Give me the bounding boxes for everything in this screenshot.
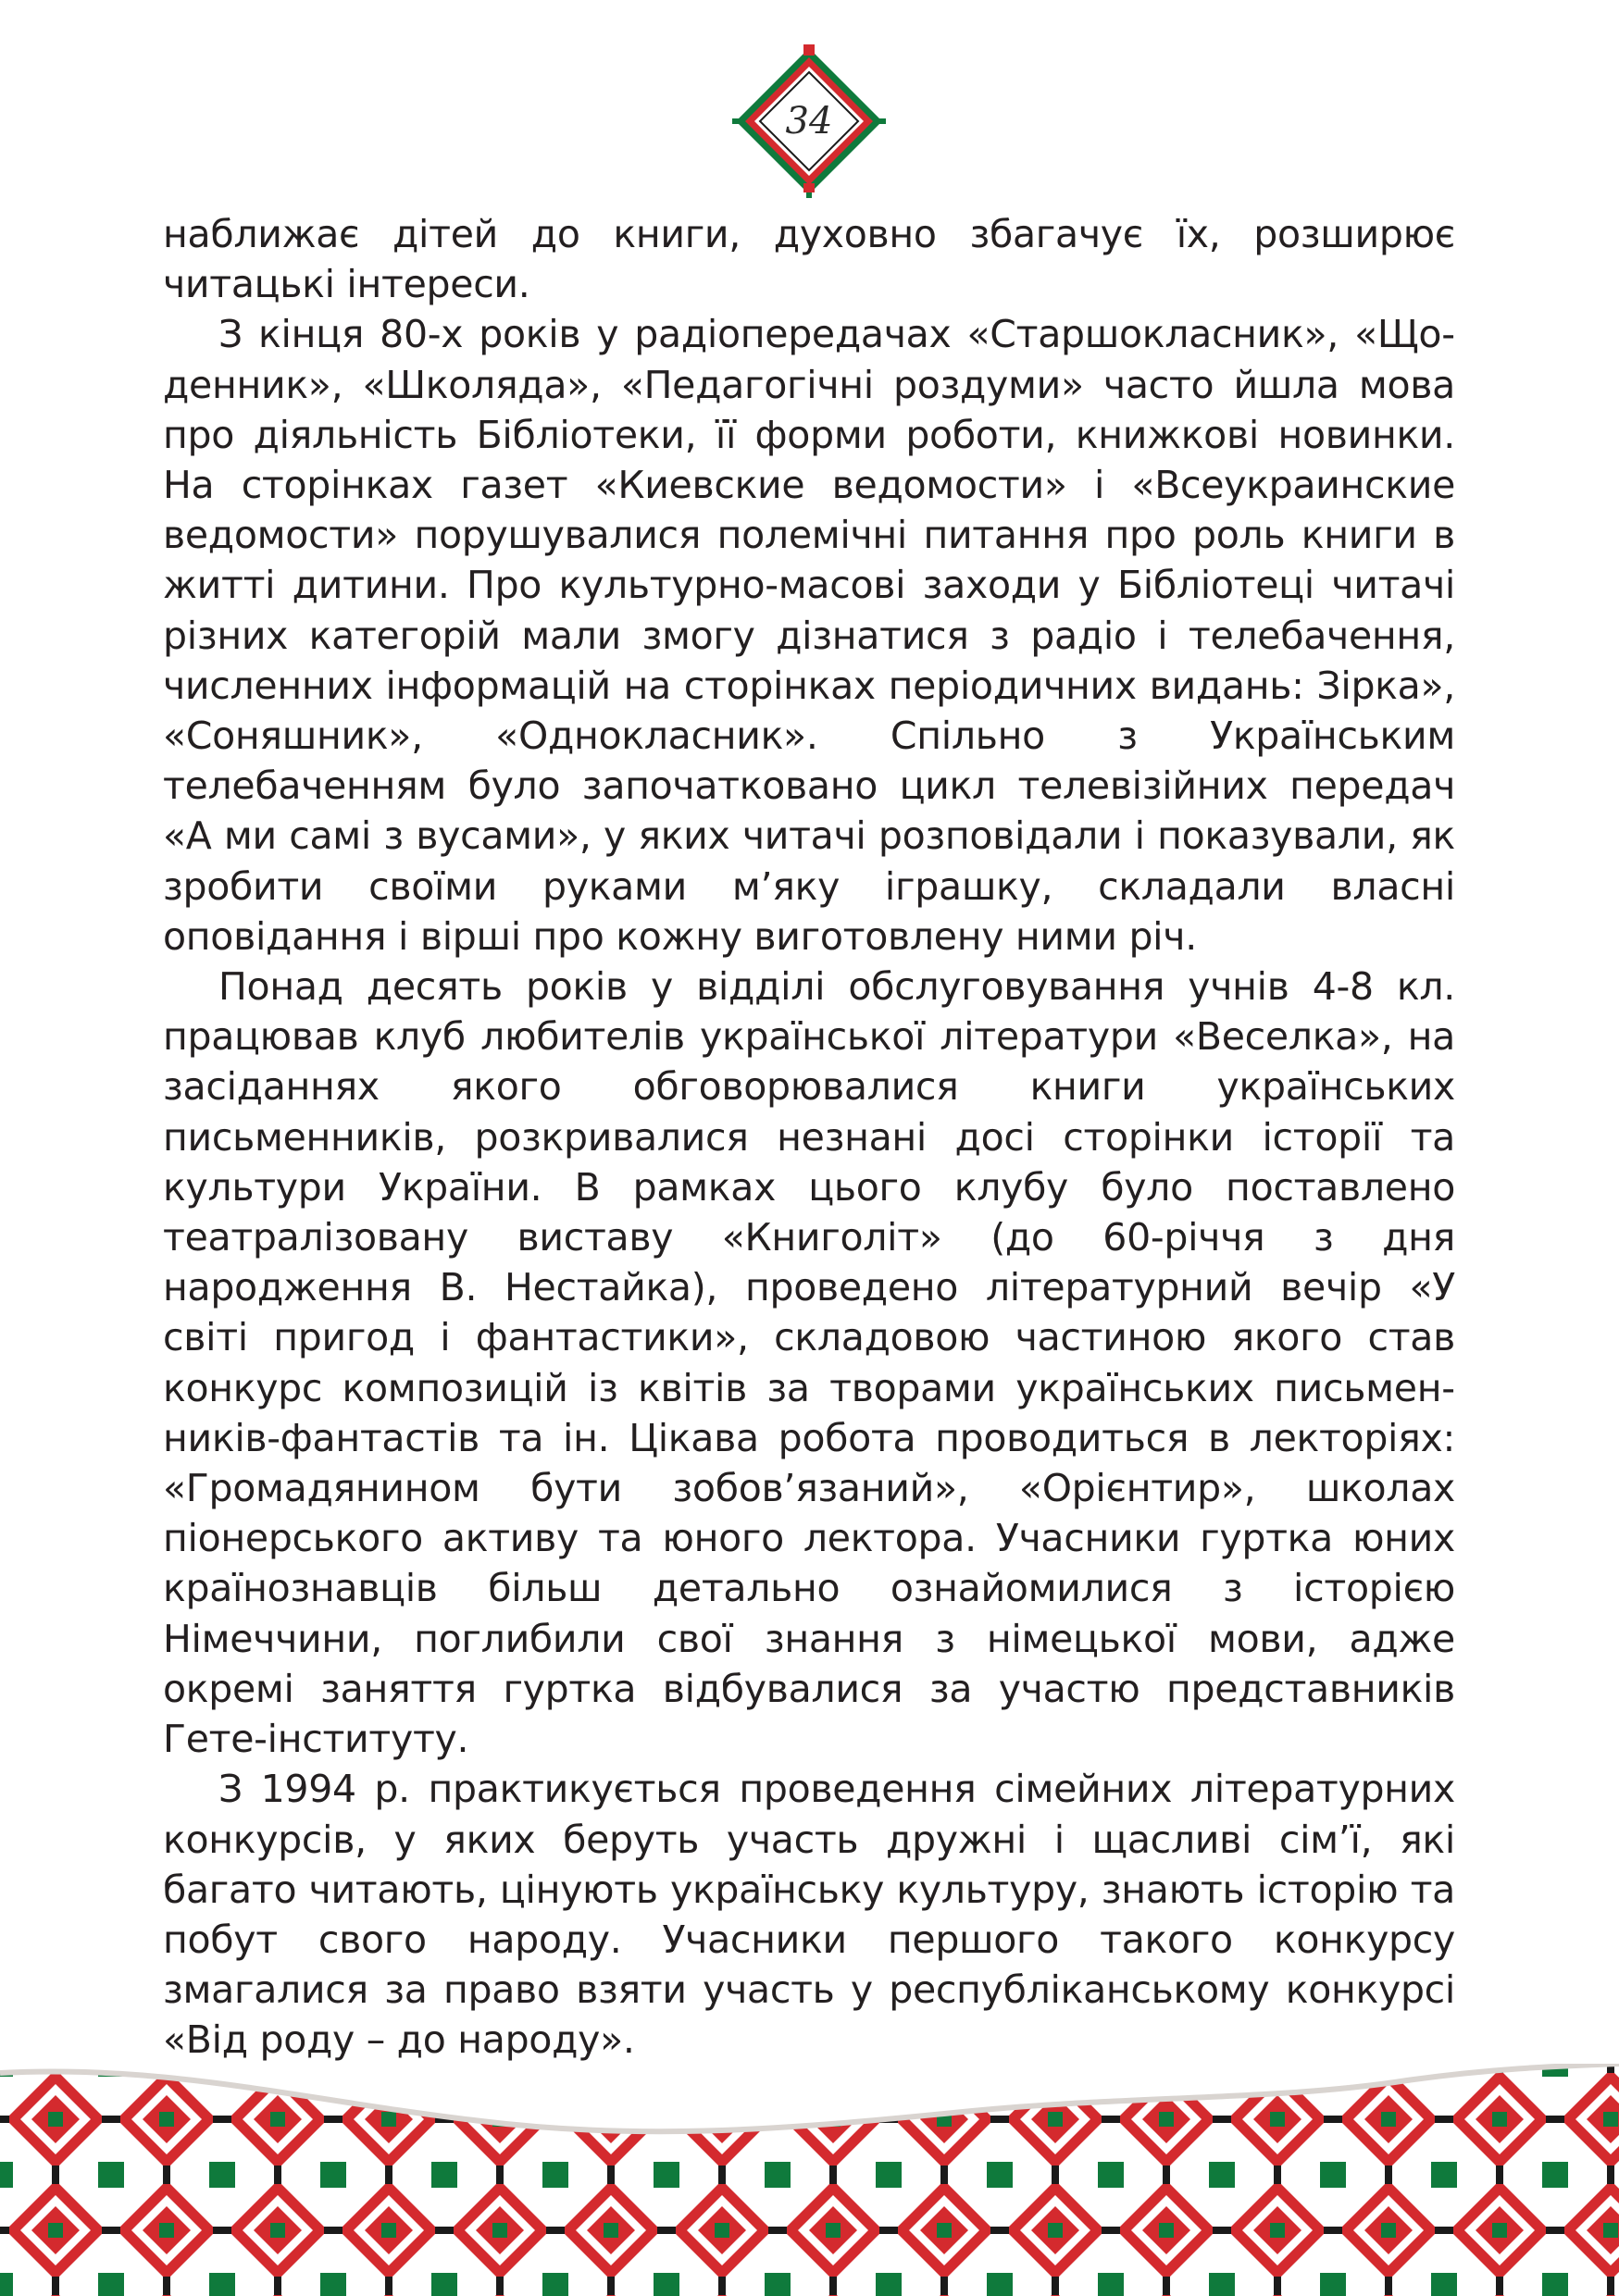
paragraph-3: Понад десять років у відділі обслуговування учнів 4-8 кл. працював клуб любителів української літератури «Веселка», на засіданнях якого обговорювалися книги українських письменників, розкривалися незнані досі сторінки історії та культури України. В рамках цього клубу було поставлено театралізовану виставу «Книголіт» (до 60-річчя з дня народження В. Нестайка), проведено літературний вечір «У світі пригод і фантастики», складовою частиною якого став конкурс композицій із квітів за творами українських письменників-фантастів та ін. Цікава робота проводиться в лекторіях: «Громадянином бути зобов’язаний», «Орієнтир», школах піонерського активу та юного лектора. Учасники гуртка юних країнознавців більш детально ознайомилися з історією Німеччини, поглибили свої знання з німецької мови, адже окремі заняття гуртка відбувалися за участю представників Гете-інституту. xyxy=(163,964,1455,1762)
page-number: 34 xyxy=(785,100,833,143)
paragraph-1: наближає дітей до книги, духовно збагачує їх, розширює читацькі інтереси. xyxy=(163,212,1455,307)
body-text xyxy=(163,209,1455,2066)
paragraph-2: З кінця 80-х років у радіопередачах «Старшокласник», «Щоденник», «Школяда», «Педагогічні роздуми» часто йшла мова про діяльність Бібліотеки, її форми роботи, книжкові новинки. На сторінках газет «Киевские ведомости» і «Всеукраинские ведомости» порушувалися полемічні питання про роль книги в житті дитини. Про культурно-масові заходи у Бібліотеці читачі різних категорій мали змогу дізнатися з радіо і телебачення, численних інформацій на сторінках періодичних видань: Зірка», «Соняшник», «Однокласник». Спільно з Українським телебаченням було започатковано цикл телевізійних передач «А ми самі з вусами», у яких читачі розповідали і показували, як зробити своїми руками м’яку іграшку, складали власні оповідання і вірші про кожну виготовлену ними річ. xyxy=(163,312,1455,959)
embroidery-band-pattern-icon xyxy=(0,2064,1619,2296)
embroidery-band xyxy=(0,2064,1619,2296)
page-number-ornament xyxy=(732,44,886,198)
paragraph-4: З 1994 р. практикується проведення сімейних літературних конкурсів, у яких беруть участь дружні і щасливі сім’ї, які багато читають, цінують українську культуру, знають історію та побут свого народу. Учасники першого такого конкурсу змагалися за право взяти участь у республіканському конкурсі «Від роду – до народу». xyxy=(163,1767,1455,2063)
